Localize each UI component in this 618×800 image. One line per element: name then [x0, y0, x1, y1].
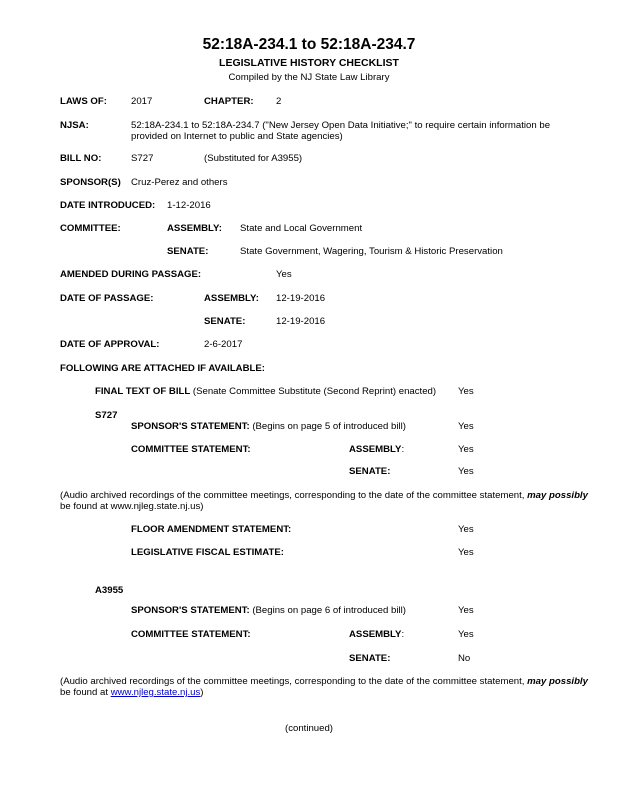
- s727-assembly-row: [349, 444, 404, 455]
- final-text-value: Yes: [458, 386, 474, 397]
- page-title: 52:18A-234.1 to 52:18A-234.7: [202, 36, 416, 53]
- a3955-assembly-value: Yes: [458, 629, 474, 640]
- final-text-note: (Senate Committee Substitute (Second Reprint) enacted): [190, 386, 437, 397]
- committee-assembly-value: State and Local Government: [240, 223, 363, 234]
- s727-assembly-value: Yes: [458, 444, 474, 455]
- njsa-value-line1: 52:18A-234.1 to 52:18A-234.7 ("New Jersey Open Data Initiative;" to require certain information be: [131, 120, 551, 131]
- s727-audio-text: (Audio archived recordings of the committee meetings, corresponding to the date of the committee statement,: [60, 490, 528, 501]
- sponsors-label: SPONSOR(S): [60, 177, 121, 188]
- a3955-sponsor-value: Yes: [458, 605, 474, 616]
- approval-value: 2-6-2017: [204, 339, 243, 350]
- s727-fiscal-value: Yes: [458, 547, 474, 558]
- committee-assembly-label: ASSEMBLY:: [167, 223, 222, 234]
- a3955-assembly-label: ASSEMBLY: [349, 629, 402, 640]
- s727-sponsor-value: Yes: [458, 421, 474, 432]
- laws-of-label: LAWS OF:: [60, 96, 107, 107]
- s727-audio-line2: be found at www.njleg.state.nj.us): [60, 501, 204, 512]
- passage-assembly-label: ASSEMBLY:: [204, 293, 259, 304]
- a3955-audio-line2-post: ): [200, 687, 204, 698]
- a3955-sponsor-note: (Begins on page 6 of introduced bill): [249, 605, 406, 616]
- a3955-senate-label: SENATE:: [349, 653, 391, 664]
- s727-senate-value: Yes: [458, 466, 474, 477]
- a3955-audio-emphasis: may possibly: [527, 676, 588, 687]
- page-subtitle: LEGISLATIVE HISTORY CHECKLIST: [219, 57, 399, 69]
- sponsors-value: Cruz-Perez and others: [131, 177, 228, 188]
- committee-label: COMMITTEE:: [60, 223, 121, 234]
- a3955-senate-value: No: [458, 653, 471, 664]
- s727-assembly-colon: :: [401, 444, 405, 455]
- a3955-committee-label: COMMITTEE STATEMENT:: [131, 629, 251, 640]
- a3955-audio-line2: [60, 687, 203, 698]
- amended-label: AMENDED DURING PASSAGE:: [60, 269, 202, 280]
- final-text-row: [95, 386, 436, 397]
- passage-assembly-value: 12-19-2016: [276, 293, 326, 304]
- s727-audio-line1: [60, 490, 588, 501]
- a3955-sponsor-row: [131, 605, 406, 616]
- s727-committee-label: COMMITTEE STATEMENT:: [131, 444, 251, 455]
- a3955-audio-text: (Audio archived recordings of the committee meetings, corresponding to the date of the committee statement,: [60, 676, 528, 687]
- committee-senate-label: SENATE:: [167, 246, 209, 257]
- approval-label: DATE OF APPROVAL:: [60, 339, 160, 350]
- final-text-label: FINAL TEXT OF BILL: [95, 386, 191, 397]
- bill-no-value: S727: [131, 153, 154, 164]
- a3955-assembly-colon: :: [401, 629, 405, 640]
- s727-sponsor-note: (Begins on page 5 of introduced bill): [249, 421, 406, 432]
- njsa-label: NJSA:: [60, 120, 89, 131]
- a3955-audio-line1: [60, 676, 588, 687]
- committee-senate-value: State Government, Wagering, Tourism & Historic Preservation: [240, 246, 503, 257]
- a3955-sponsor-label: SPONSOR'S STATEMENT:: [131, 605, 250, 616]
- compiled-by: Compiled by the NJ State Law Library: [228, 72, 390, 83]
- njleg-link[interactable]: www.njleg.state.nj.us: [110, 687, 201, 698]
- attached-label: FOLLOWING ARE ATTACHED IF AVAILABLE:: [60, 363, 265, 374]
- passage-senate-label: SENATE:: [204, 316, 246, 327]
- s727-senate-label: SENATE:: [349, 466, 391, 477]
- date-introduced-label: DATE INTRODUCED:: [60, 200, 156, 211]
- a3955-audio-line2-pre: be found at: [60, 687, 111, 698]
- s727-sponsor-row: [131, 421, 406, 432]
- s727-floor-value: Yes: [458, 524, 474, 535]
- passage-label: DATE OF PASSAGE:: [60, 293, 154, 304]
- a3955-assembly-row: [349, 629, 404, 640]
- a3955-bill-heading: A3955: [95, 585, 124, 596]
- s727-floor-label: FLOOR AMENDMENT STATEMENT:: [131, 524, 292, 535]
- s727-assembly-label: ASSEMBLY: [349, 444, 402, 455]
- amended-value: Yes: [276, 269, 292, 280]
- njsa-value-line2: provided on Internet to public and State agencies): [131, 131, 343, 142]
- passage-senate-value: 12-19-2016: [276, 316, 326, 327]
- bill-no-note: (Substituted for A3955): [204, 153, 303, 164]
- bill-no-label: BILL NO:: [60, 153, 102, 164]
- s727-audio-emphasis: may possibly: [527, 490, 588, 501]
- chapter-value: 2: [276, 96, 282, 107]
- continued-note: (continued): [285, 723, 333, 734]
- s727-bill-heading: S727: [95, 410, 118, 421]
- laws-of-value: 2017: [131, 96, 153, 107]
- s727-sponsor-label: SPONSOR'S STATEMENT:: [131, 421, 250, 432]
- s727-fiscal-label: LEGISLATIVE FISCAL ESTIMATE:: [131, 547, 284, 558]
- chapter-label: CHAPTER:: [204, 96, 254, 107]
- date-introduced-value: 1-12-2016: [167, 200, 211, 211]
